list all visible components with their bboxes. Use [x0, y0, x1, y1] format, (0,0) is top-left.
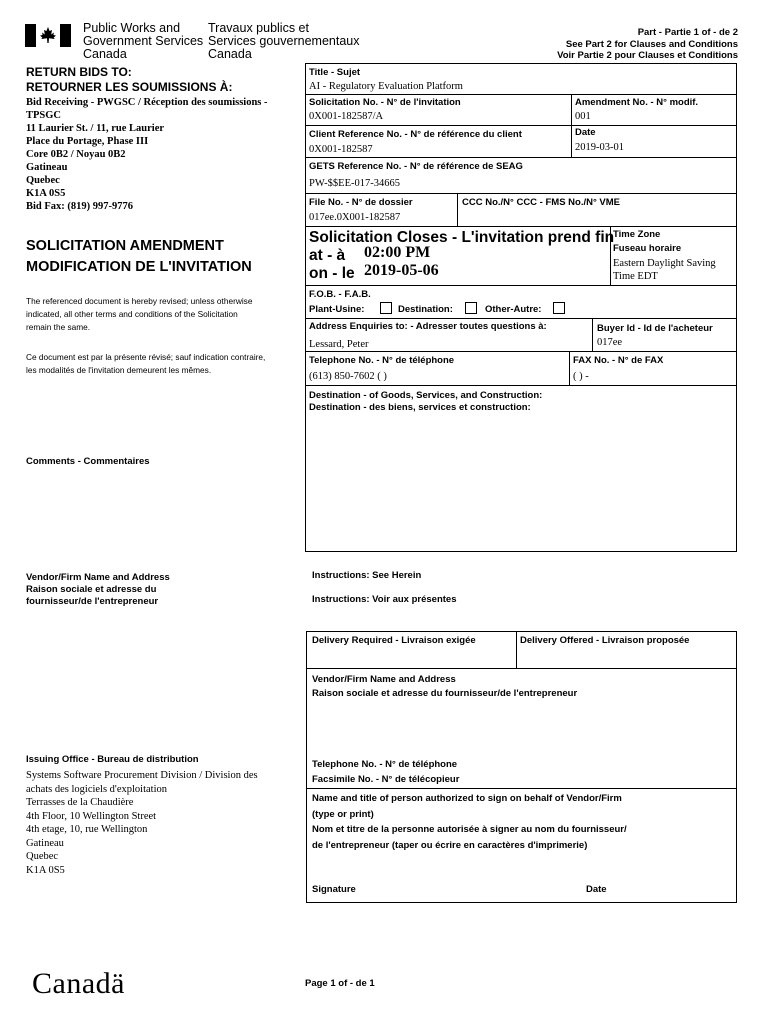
- part-line: Voir Partie 2 pour Clauses et Conditions: [557, 50, 738, 61]
- instructions-en: Instructions: See Herein: [312, 570, 422, 581]
- vendor-label-line: fournisseur/de l'entrepreneur: [26, 596, 159, 607]
- address-line: Gatineau: [26, 837, 64, 849]
- divider: [516, 631, 517, 668]
- issuing-office-address: [26, 769, 258, 877]
- divider: [306, 668, 737, 669]
- at-label: at - à: [309, 247, 346, 264]
- file-number-label: File No. - N° de dossier: [309, 197, 413, 208]
- amendment-title: [26, 236, 252, 278]
- buyer-id-value[interactable]: 017ee: [597, 337, 623, 348]
- destination-label: Destination:: [398, 304, 453, 315]
- destination-goods-label: [309, 390, 542, 414]
- canada-wordmark: Canadä: [32, 967, 125, 1000]
- page-number: Page 1 of - de 1: [305, 978, 375, 989]
- address-line: Terrasses de la Chaudière: [26, 797, 134, 808]
- note-line: The referenced document is hereby revised; unless otherwise: [26, 296, 253, 306]
- vendor-label-line: Vendor/Firm Name and Address: [26, 572, 170, 583]
- title-label: Title - Sujet: [309, 67, 361, 78]
- fax-label: FAX No. - N° de FAX: [573, 355, 664, 366]
- instructions-fr: Instructions: Voir aux présentes: [312, 594, 457, 605]
- return-title-line: RETOURNER LES SOUMISSIONS À:: [26, 80, 233, 94]
- dept-fr-line: Services gouvernementaux: [208, 34, 360, 48]
- divider: [306, 788, 737, 789]
- vendor-facsimile-label: Facsimile No. - N° de télécopieur: [312, 774, 460, 785]
- divider: [305, 157, 737, 158]
- ccc-number-label: CCC No./N° CCC - FMS No./N° VME: [462, 197, 621, 208]
- divider: [305, 125, 737, 126]
- amendment-number-value[interactable]: 001: [575, 111, 591, 122]
- on-label: on - le: [309, 265, 355, 282]
- telephone-label: Telephone No. - N° de téléphone: [309, 355, 455, 366]
- revised-note-en: [26, 295, 252, 334]
- date-value[interactable]: 2019-03-01: [575, 142, 624, 153]
- address-line: Core 0B2 / Noyau 0B2: [26, 149, 126, 160]
- vendor-box-label: [312, 673, 577, 700]
- address-line: Systems Software Procurement Division / Division des: [26, 770, 258, 781]
- destination-checkbox[interactable]: [465, 302, 477, 314]
- department-name-fr: [208, 22, 359, 61]
- part-line: Part - Partie 1 of - de 2: [637, 27, 738, 38]
- department-name-en: [83, 22, 203, 61]
- address-enquiries-label: Address Enquiries to: - Adresser toutes questions à:: [309, 321, 547, 332]
- vendor-box-line: Raison sociale et adresse du fournisseur/de l'entrepreneur: [312, 687, 578, 699]
- address-enquiries-value[interactable]: Lessard, Peter: [309, 339, 369, 350]
- tz-value-line: Eastern Daylight Saving: [613, 258, 716, 269]
- date-label: Date: [575, 127, 596, 138]
- divider: [305, 285, 737, 286]
- address-line: Quebec: [26, 851, 59, 862]
- buyer-id-label: Buyer Id - Id de l'acheteur: [597, 323, 713, 334]
- delivery-offered-label: Delivery Offered - Livraison proposée: [520, 635, 690, 646]
- fob-label: F.O.B. - F.A.B.: [309, 289, 371, 300]
- amendment-title-line: SOLICITATION AMENDMENT: [26, 238, 224, 254]
- divider: [305, 351, 737, 352]
- tz-label-line: Fuseau horaire: [613, 243, 682, 254]
- dept-en-line: Public Works and: [83, 21, 181, 35]
- dept-fr-line: Canada: [208, 47, 252, 61]
- address-line: 4th Floor, 10 Wellington Street: [26, 810, 157, 822]
- divider: [571, 94, 572, 157]
- signer-label-line: Name and title of person authorized to sign on behalf of Vendor/Firm: [312, 793, 622, 804]
- address-line: 4th etage, 10, rue Wellington: [26, 824, 148, 835]
- amendment-title-line: MODIFICATION DE L'INVITATION: [26, 259, 252, 275]
- authorized-signer-label: [312, 791, 627, 853]
- closes-label: Solicitation Closes - L'invitation prend fin: [309, 229, 615, 246]
- time-zone-label: [613, 228, 681, 256]
- note-line: les modalités de l'invitation demeurent les mêmes.: [26, 365, 212, 375]
- closing-time-value[interactable]: 02:00 PM: [364, 244, 431, 261]
- plant-checkbox[interactable]: [380, 302, 392, 314]
- divider: [592, 318, 593, 351]
- signature-date-label: Date: [586, 884, 607, 895]
- title-value[interactable]: AI - Regulatory Evaluation Platform: [309, 81, 463, 92]
- part-info: [557, 27, 738, 62]
- dept-en-line: Canada: [83, 47, 127, 61]
- canada-flag-logo: [25, 24, 71, 47]
- divider: [457, 193, 458, 226]
- telephone-value[interactable]: (613) 850-7602 ( ): [309, 371, 387, 382]
- signer-label-line: Nom et titre de la personne autorisée à signer au nom du fournisseur/: [312, 824, 627, 835]
- address-line: Place du Portage, Phase III: [26, 136, 149, 147]
- return-address: [26, 96, 268, 213]
- signature-label: Signature: [312, 884, 356, 895]
- dept-en-line: Government Services: [83, 34, 204, 48]
- address-line: Gatineau: [26, 162, 68, 173]
- note-line: remain the same.: [26, 322, 91, 332]
- gets-reference-value[interactable]: PW-$$EE-017-34665: [309, 178, 400, 189]
- other-checkbox[interactable]: [553, 302, 565, 314]
- closing-date-value[interactable]: 2019-05-06: [364, 262, 439, 279]
- note-line: indicated, all other terms and conditions of the Solicitation: [26, 309, 238, 319]
- time-zone-value: [613, 257, 716, 283]
- address-line: Bid Fax: (819) 997-9776: [26, 201, 134, 212]
- address-line: TPSGC: [26, 110, 62, 121]
- solicitation-number-label: Solicitation No. - N° de l'invitation: [309, 97, 461, 108]
- dept-fr-line: Travaux publics et: [208, 21, 309, 35]
- signer-label-line: de l'entrepreneur (taper ou écrire en caractères d'imprimerie): [312, 839, 588, 851]
- other-label: Other-Autre:: [485, 304, 542, 315]
- address-line: Bid Receiving - PWGSC / Réception des soumissions -: [26, 97, 268, 108]
- tz-label-line: Time Zone: [613, 229, 661, 240]
- client-reference-value[interactable]: 0X001-182587: [309, 144, 373, 155]
- divider: [305, 318, 737, 319]
- gets-reference-label: GETS Reference No. - N° de référence de SEAG: [309, 161, 523, 172]
- divider: [305, 226, 737, 227]
- tz-value-line: Time EDT: [613, 271, 658, 282]
- issuing-office-label: Issuing Office - Bureau de distribution: [26, 754, 199, 765]
- divider: [305, 385, 737, 386]
- delivery-required-label: Delivery Required - Livraison exigée: [312, 635, 476, 646]
- signer-label-line: (type or print): [312, 808, 374, 820]
- address-line: achats des logiciels d'exploitation: [26, 783, 167, 795]
- address-line: K1A 0S5: [26, 864, 65, 876]
- revised-note-fr: [26, 351, 265, 377]
- fax-value[interactable]: ( ) -: [573, 371, 589, 382]
- vendor-label-left: [26, 572, 170, 608]
- note-line: Ce document est par la présente révisé; sauf indication contraire,: [26, 352, 266, 362]
- vendor-label-line: Raison sociale et adresse du: [26, 584, 157, 595]
- divider: [305, 193, 737, 194]
- plant-label: Plant-Usine:: [309, 304, 365, 315]
- address-line: K1A 0S5: [26, 188, 66, 199]
- divider: [569, 351, 570, 385]
- comments-label: Comments - Commentaires: [26, 456, 150, 467]
- address-line: 11 Laurier St. / 11, rue Laurier: [26, 123, 165, 134]
- dest-goods-line: Destination - des biens, services et construction:: [309, 402, 531, 413]
- part-line: See Part 2 for Clauses and Conditions: [565, 38, 738, 50]
- solicitation-number-value[interactable]: 0X001-182587/A: [309, 111, 384, 122]
- client-reference-label: Client Reference No. - N° de référence du client: [309, 129, 522, 140]
- dest-goods-line: Destination - of Goods, Services, and Construction:: [309, 390, 543, 401]
- file-number-value[interactable]: 017ee.0X001-182587: [309, 212, 401, 223]
- return-bids-title: [26, 65, 232, 95]
- vendor-box-line: Vendor/Firm Name and Address: [312, 674, 456, 685]
- vendor-telephone-label: Telephone No. - N° de téléphone: [312, 759, 458, 770]
- divider: [305, 94, 737, 95]
- address-line: Quebec: [26, 175, 60, 186]
- return-title-line: RETURN BIDS TO:: [26, 65, 132, 79]
- amendment-number-label: Amendment No. - N° modif.: [575, 97, 699, 108]
